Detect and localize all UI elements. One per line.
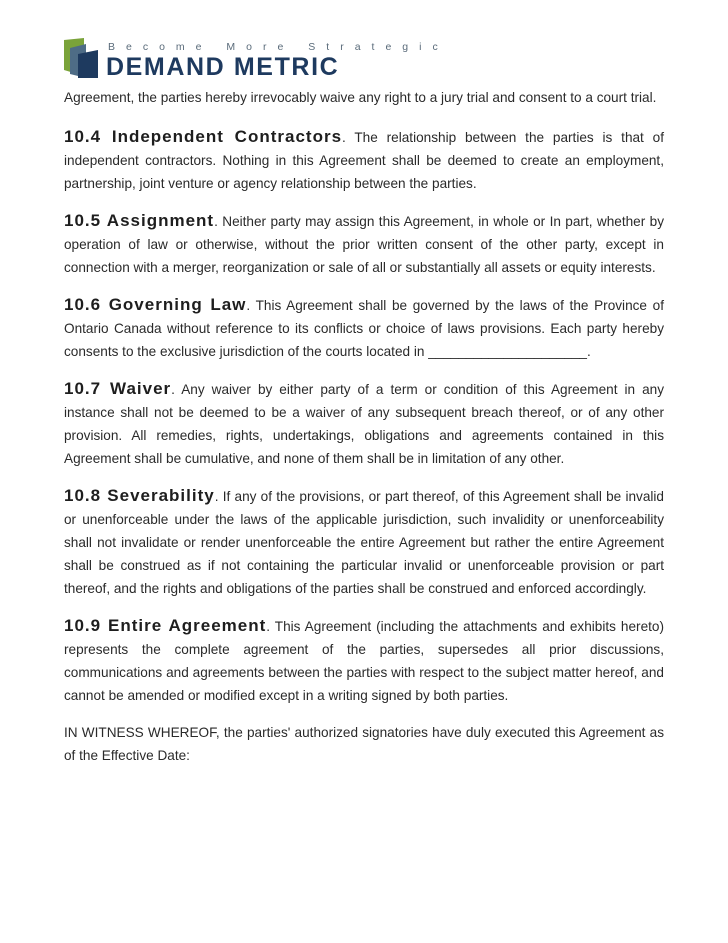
intro-paragraph: Agreement, the parties hereby irrevocably waive any right to a jury trial and consent to a court trial. [64, 90, 657, 105]
section-10-9 [64, 614, 664, 707]
section-heading: 10.9 Entire Agreement [64, 616, 267, 635]
section-heading: 10.6 Governing Law [64, 295, 247, 314]
section-text: . If any of the provisions, or part thereof, of this Agreement shall be invalid or unenforceable under the laws of the applicable jurisdiction, such invalidity or unenforceability shall not invalidate or render unenforceable the entire Agreement but rather the entire Agreement shall be construed as if not containing the particular invalid or unenforceable provision or part thereof, and the rights and obligations of the parties shall be construed and enforced accordingly. [64, 489, 664, 596]
brand-tagline: Become More Strategic [108, 41, 449, 53]
witness-paragraph: IN WITNESS WHEREOF, the parties' authorized signatories have duly executed this Agreement as of the Effective Date: [64, 725, 664, 763]
document-body [64, 86, 664, 767]
section-text: . Neither party may assign this Agreement, in whole or In part, whether by operation of law or otherwise, without the prior written consent of the other party, except in connection with a merger, reorganization or sale of all or substantially all assets or equity interests. [64, 214, 664, 275]
section-heading: 10.5 Assignment [64, 211, 215, 230]
section-text: . Any waiver by either party of a term or condition of this Agreement in any instance shall not be deemed to be a waiver of any subsequent breach thereof, or of any other provision. All remedies, rights, undertakings, obligations and agreements contained in this Agreement shall be cumulative, and none of them shall be in limitation of any other. [64, 382, 664, 466]
section-heading: 10.8 Severability [64, 486, 215, 505]
section-10-6 [64, 293, 664, 363]
page-header [64, 38, 449, 81]
section-10-4 [64, 125, 664, 195]
section-text: . The relationship between the parties is that of independent contractors. Nothing in this Agreement shall be deemed to create an employment, partnership, joint venture or agency relationship between the parties. [64, 130, 664, 191]
section-10-5 [64, 209, 664, 279]
section-heading: 10.7 Waiver [64, 379, 172, 398]
demand-metric-logo-icon [64, 38, 98, 78]
section-10-7 [64, 377, 664, 470]
section-10-8 [64, 484, 664, 600]
section-text: . This Agreement (including the attachments and exhibits hereto) represents the complete agreement of the parties, supersedes all prior discussions, communications and agreements between the parties with respect to the subject matter hereof, and cannot be amended or modified except in a writing signed by both parties. [64, 619, 664, 703]
section-text: . This Agreement shall be governed by the laws of the Province of Ontario Canada without reference to its conflicts or choice of laws provisions. Each party hereby consents to the exclusive jurisdiction of the courts located in _____________________. [64, 298, 664, 359]
section-heading: 10.4 Independent Contractors [64, 127, 343, 146]
brand-name: DEMAND METRIC [106, 53, 340, 81]
